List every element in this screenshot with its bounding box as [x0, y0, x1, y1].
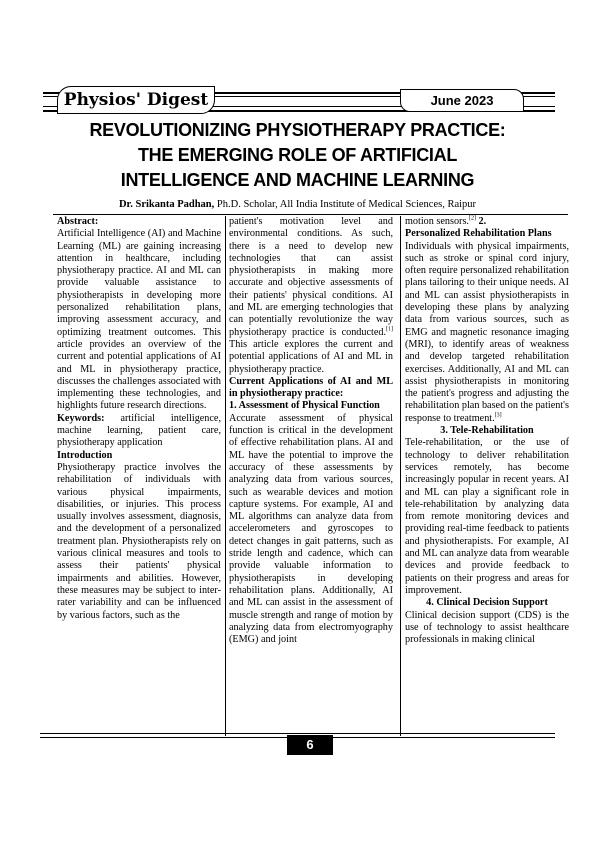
introduction-heading: Introduction: [57, 449, 113, 461]
section-heading: Current Applications of AI and ML in physiotherapy practice:: [229, 375, 393, 400]
keywords: [57, 413, 221, 450]
abstract-heading: Abstract:: [57, 216, 99, 227]
citation: [1]: [386, 326, 393, 333]
title-line: INTELLIGENCE AND MACHINE LEARNING: [120, 170, 475, 190]
body-paragraph: Clinical decision support (CDS) is the use of technology to assist healthcare professionals in making clinical: [405, 609, 569, 646]
body-text: motion sensors.: [405, 216, 469, 227]
subsection-heading: Personalized Rehabilitation Plans: [405, 228, 552, 240]
introduction-text: Physiotherapy practice involves the rehabilitation of individuals with various physical impairments, disabilities, or injuries. This process usually involves assessment, diagnosis, and the development of a personalized treatment plan. Physiotherapists rely on various clinical measures and tools to assess their patients' physical impairments and abilities. However, these measures may be subject to inter-rater variability and can be influenced by various factors, such as the: [57, 461, 221, 621]
subsection-heading: 3. Tele-Rehabilitation: [440, 425, 534, 437]
article-title: [30, 118, 565, 193]
column-1: [57, 216, 221, 622]
footer-rule: [40, 733, 555, 734]
list-number: 2.: [475, 216, 487, 227]
body-text: patient's motivation level and environmental conditions. As such, there is a need to develop new technologies that can assist physiotherapists in making more accurate and objective assessments of their patients' physical conditions. AI and ML are emerging technologies that can potentially revolutionize the way physiotherapy practice is conducted.: [229, 216, 393, 338]
column-divider: [225, 216, 226, 736]
title-line: THE EMERGING ROLE OF ARTIFICIAL: [137, 145, 458, 165]
page-number: 6: [287, 735, 333, 755]
body-paragraph: Accurate assessment of physical function is critical in the development of effective rehabilitation plans. AI and ML have the potential to improve the accuracy of these assessments by analyzing data from various sources, such as wearable devices and motion capture systems. For example, AI and ML algorithms can analyze data from accelerometers and gyroscopes to detect changes in gait patterns, such as stride length and cadence, which can provide valuable information to physiotherapists in developing rehabilitation plans. Additionally, AI and ML can assist in the assessment of muscle strength and range of motion by analyzing data from electromyography (EMG) and joint: [229, 412, 393, 646]
subsection-heading: 4. Clinical Decision Support: [426, 597, 548, 609]
body-paragraph: Tele-rehabilitation, or the use of technology to deliver rehabilitation services remotely, has become increasingly popular in recent years. AI and ML can play a significant role in tele-rehabilitation by analyzing data from remote monitoring devices and providing real-time feedback to patients and physiotherapists. For example, AI and ML can analyze data from wearable devices and provide feedback to patients on their progress and areas for improvement.: [405, 437, 569, 596]
author-affiliation: Ph.D. Scholar, All India Institute of Medical Sciences, Raipur: [214, 199, 477, 210]
column-divider: [400, 216, 401, 736]
citation: [2]: [468, 215, 476, 222]
author-rule: [53, 214, 568, 215]
title-line: REVOLUTIONIZING PHYSIOTHERAPY PRACTICE:: [89, 120, 506, 140]
body-paragraph: [405, 241, 569, 425]
citation: [3]: [494, 412, 502, 419]
author-line: [40, 198, 555, 211]
body-paragraph: [405, 216, 569, 228]
issue-date: June 2023: [400, 89, 524, 112]
subsection-heading: 1. Assessment of Physical Function: [229, 400, 380, 412]
body-text: This article explores the current and potential applications of AI and ML in physiotherapy practice.: [229, 338, 393, 375]
author-name: Dr. Srikanta Padhan,: [118, 199, 215, 210]
body-paragraph: [229, 216, 393, 376]
journal-masthead: Physios' Digest: [57, 86, 215, 114]
column-3: [405, 216, 569, 646]
body-text: Individuals with physical impairments, such as stroke or spinal cord injury, often require personalized rehabilitation plans tailoring to their unique needs. AI and ML can assist physiotherapists in developing these plans by analyzing data from various sources, such as EMG and magnetic resonance imaging (MRI), to identify areas of weakness and develop targeted rehabilitation exercises. Additionally, AI and ML can assist physiotherapists in monitoring the patient's progress and adjusting the rehabilitation plan based on the patient's response to treatment.: [405, 240, 569, 424]
keywords-label: Keywords:: [57, 412, 105, 424]
column-2: [229, 216, 393, 646]
abstract-text: Artificial Intelligence (AI) and Machine Learning (ML) are gaining increasing attention in healthcare, including physiotherapy practice. AI and ML can provide valuable assistance to physiotherapists in developing more personalized rehabilitation plans, improving assessment accuracy, and optimizing treatment outcomes. This article provides an overview of the current and potential applications of AI and ML in physiotherapy practice, discusses the challenges associated with implementing these technologies, and highlights future research directions.: [57, 228, 221, 412]
keywords-text: artificial intelligence, machine learning, patient care, physiotherapy application: [57, 412, 221, 449]
